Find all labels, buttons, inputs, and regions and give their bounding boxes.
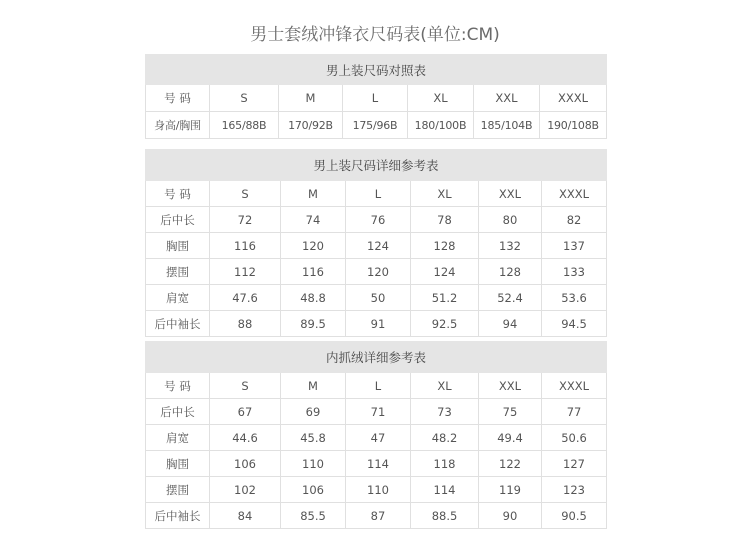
table-row [146, 451, 607, 477]
table-header-row [146, 85, 607, 112]
table-row [146, 399, 607, 425]
table-cell: 89.5 [281, 311, 346, 337]
table-cell: 73 [411, 399, 479, 425]
row-label: 胸围 [146, 451, 210, 477]
table-cell: 84 [210, 503, 281, 529]
row-label: 摆围 [146, 259, 210, 285]
header-cell: XXL [474, 85, 540, 112]
table-cell: 124 [346, 233, 411, 259]
table-cell: 132 [479, 233, 542, 259]
table-cell: 127 [542, 451, 607, 477]
table-cell: 48.8 [281, 285, 346, 311]
header-cell: M [279, 85, 343, 112]
table-caption-row [146, 55, 607, 85]
header-cell: 号 码 [146, 373, 210, 399]
top-size-detail-table [145, 149, 607, 337]
table-cell: 133 [542, 259, 607, 285]
header-cell: XXL [479, 373, 542, 399]
table-cell: 102 [210, 477, 281, 503]
table-caption-row [146, 342, 607, 373]
table-cell: 124 [411, 259, 479, 285]
header-cell: L [343, 85, 408, 112]
table-cell: 44.6 [210, 425, 281, 451]
row-label: 摆围 [146, 477, 210, 503]
row-label: 后中袖长 [146, 311, 210, 337]
table-cell: 88.5 [411, 503, 479, 529]
header-cell: 号 码 [146, 181, 210, 207]
table-cell: 118 [411, 451, 479, 477]
table-row [146, 425, 607, 451]
table-cell: 120 [346, 259, 411, 285]
header-cell: XL [408, 85, 474, 112]
table-row [146, 207, 607, 233]
table-cell: 119 [479, 477, 542, 503]
table-caption: 内抓绒详细参考表 [146, 342, 607, 373]
table-row [146, 112, 607, 139]
table-cell: 92.5 [411, 311, 479, 337]
table-caption-row [146, 150, 607, 181]
table-cell: 122 [479, 451, 542, 477]
table-cell: 77 [542, 399, 607, 425]
header-cell: XXL [479, 181, 542, 207]
table-cell: 85.5 [281, 503, 346, 529]
size-comparison-table [145, 54, 607, 139]
table-cell: 94 [479, 311, 542, 337]
table-cell: 87 [346, 503, 411, 529]
header-cell: S [210, 373, 281, 399]
table-cell: 190/108B [540, 112, 607, 139]
table-cell: 74 [281, 207, 346, 233]
table-cell: 94.5 [542, 311, 607, 337]
header-cell: XL [411, 181, 479, 207]
header-cell: M [281, 373, 346, 399]
table-cell: 50 [346, 285, 411, 311]
header-cell: L [346, 373, 411, 399]
table-cell: 110 [281, 451, 346, 477]
table-cell: 47 [346, 425, 411, 451]
table-header-row [146, 373, 607, 399]
table-cell: 69 [281, 399, 346, 425]
table-cell: 82 [542, 207, 607, 233]
table-cell: 185/104B [474, 112, 540, 139]
table-cell: 53.6 [542, 285, 607, 311]
table-cell: 137 [542, 233, 607, 259]
table-cell: 76 [346, 207, 411, 233]
header-cell: XXXL [540, 85, 607, 112]
table-cell: 180/100B [408, 112, 474, 139]
table-cell: 128 [479, 259, 542, 285]
table-cell: 90.5 [542, 503, 607, 529]
table-cell: 88 [210, 311, 281, 337]
header-cell: 号 码 [146, 85, 210, 112]
table-cell: 47.6 [210, 285, 281, 311]
table-cell: 165/88B [210, 112, 279, 139]
table-cell: 112 [210, 259, 281, 285]
table-cell: 120 [281, 233, 346, 259]
table-cell: 128 [411, 233, 479, 259]
table-cell: 116 [210, 233, 281, 259]
table-cell: 80 [479, 207, 542, 233]
table-cell: 90 [479, 503, 542, 529]
table-row [146, 477, 607, 503]
table-cell: 175/96B [343, 112, 408, 139]
table-row [146, 285, 607, 311]
table-cell: 170/92B [279, 112, 343, 139]
table-cell: 48.2 [411, 425, 479, 451]
table-cell: 51.2 [411, 285, 479, 311]
table-cell: 52.4 [479, 285, 542, 311]
row-label: 后中长 [146, 399, 210, 425]
table-cell: 45.8 [281, 425, 346, 451]
table-cell: 67 [210, 399, 281, 425]
table-cell: 50.6 [542, 425, 607, 451]
table-cell: 106 [210, 451, 281, 477]
table-cell: 114 [411, 477, 479, 503]
table-row [146, 233, 607, 259]
table-cell: 72 [210, 207, 281, 233]
row-label: 后中长 [146, 207, 210, 233]
row-label: 肩宽 [146, 285, 210, 311]
header-cell: L [346, 181, 411, 207]
table-cell: 71 [346, 399, 411, 425]
table-row [146, 503, 607, 529]
table-cell: 106 [281, 477, 346, 503]
header-cell: M [281, 181, 346, 207]
header-cell: S [210, 181, 281, 207]
table-row [146, 311, 607, 337]
row-label: 身高/胸围 [146, 112, 210, 139]
table-caption: 男上装尺码详细参考表 [146, 150, 607, 181]
table-caption: 男上装尺码对照表 [146, 55, 607, 85]
page-title: 男士套绒冲锋衣尺码表(单位:CM) [250, 25, 500, 45]
table-cell: 75 [479, 399, 542, 425]
header-cell: XL [411, 373, 479, 399]
table-cell: 110 [346, 477, 411, 503]
header-cell: XXXL [542, 181, 607, 207]
table-cell: 78 [411, 207, 479, 233]
header-cell: XXXL [542, 373, 607, 399]
header-cell: S [210, 85, 279, 112]
fleece-size-detail-table [145, 341, 607, 529]
table-cell: 116 [281, 259, 346, 285]
table-cell: 91 [346, 311, 411, 337]
row-label: 后中袖长 [146, 503, 210, 529]
row-label: 肩宽 [146, 425, 210, 451]
table-cell: 114 [346, 451, 411, 477]
table-cell: 49.4 [479, 425, 542, 451]
table-header-row [146, 181, 607, 207]
row-label: 胸围 [146, 233, 210, 259]
table-row [146, 259, 607, 285]
table-cell: 123 [542, 477, 607, 503]
